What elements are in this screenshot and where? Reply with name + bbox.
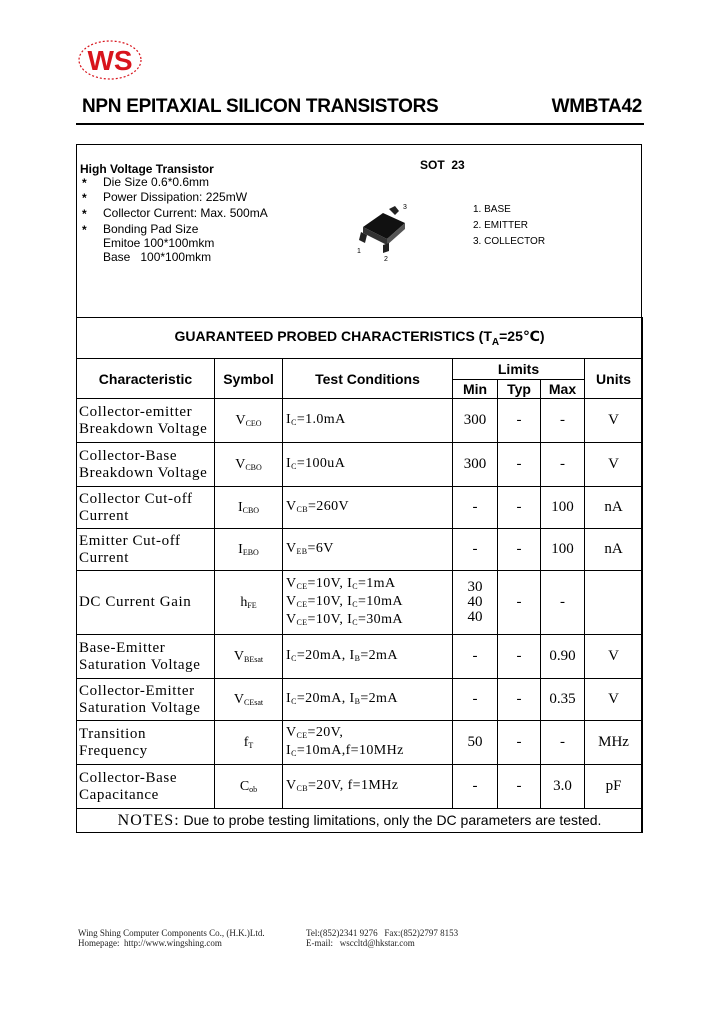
symbol-subscript: CEO [245, 418, 262, 428]
min-cell [453, 571, 498, 635]
characteristic-line-2: Current [79, 549, 130, 566]
typ-cell [498, 487, 541, 529]
symbol-main: C [239, 778, 250, 794]
max-cell [541, 529, 585, 571]
table-title-suffix: =25℃) [499, 328, 545, 345]
table-row [77, 399, 643, 443]
test-conditions-cell [283, 635, 453, 679]
min-cell [453, 721, 498, 765]
part-number: WMBTA42 [551, 96, 642, 117]
condition-line: $V_{CB}=260V$ [286, 498, 350, 514]
condition-line: $V_{CE}=10V$, $I_C=1mA$ [286, 575, 396, 591]
symbol-subscript: FE [247, 600, 257, 610]
max-value: - [560, 594, 565, 610]
table-row [77, 765, 643, 809]
unit-value: V [608, 691, 619, 707]
package-name: SOT 23 [420, 158, 465, 172]
unit-cell [585, 635, 643, 679]
min-cell [453, 399, 498, 443]
unit-cell [585, 529, 643, 571]
unit-value: pF [605, 778, 622, 794]
footer-email: E-mail: wsccltd@hkstar.com [306, 938, 415, 948]
spec-base-pad: Base 100*100mkm [103, 250, 212, 264]
bullet-star: * [82, 223, 87, 237]
symbol-cell [215, 571, 283, 635]
min-cell [453, 765, 498, 809]
symbol-subscript: EBO [242, 547, 259, 557]
characteristic-line-2: Breakdown Voltage [79, 420, 208, 437]
symbol-cell [215, 765, 283, 809]
unit-value: nA [604, 541, 623, 557]
condition-line: $V_{CB}=20V$, f=1MHz [286, 777, 399, 793]
table-body [77, 399, 643, 809]
max-value: 0.35 [549, 691, 576, 707]
typ-cell [498, 443, 541, 487]
unit-cell [585, 571, 643, 635]
characteristic-cell [77, 721, 215, 765]
characteristic-line-1: DC Current Gain [79, 594, 192, 610]
characteristic-line-1: Base-Emitter [79, 639, 166, 656]
table-row [77, 635, 643, 679]
typ-value: - [516, 456, 522, 472]
table-row [77, 721, 643, 765]
characteristic-line-1: Transition [79, 725, 147, 742]
typ-cell [498, 679, 541, 721]
min-value: 50 [467, 734, 483, 750]
notes-text: Due to probe testing limitations, only the DC parameters are tested. [179, 811, 602, 828]
typ-value: - [516, 734, 522, 750]
unit-value: V [608, 648, 619, 664]
characteristic-line-2: Current [79, 507, 130, 524]
condition-line: $V_{CE}=10V$, $I_C=30mA$ [286, 611, 403, 627]
datasheet-frame [76, 144, 642, 833]
spec-section [77, 145, 641, 317]
typ-value: - [516, 648, 522, 664]
min-value: 300 [463, 412, 487, 428]
symbol-cell [215, 635, 283, 679]
unit-cell [585, 765, 643, 809]
min-cell [453, 529, 498, 571]
table-row [77, 487, 643, 529]
characteristic-line-2: Saturation Voltage [79, 656, 201, 673]
pin-label-base: 1. BASE [473, 204, 511, 215]
unit-value: nA [604, 499, 623, 515]
max-cell [541, 765, 585, 809]
symbol-cell [215, 443, 283, 487]
symbol-main: V [233, 648, 244, 664]
bullet-star: * [82, 207, 87, 221]
unit-value: V [608, 412, 619, 428]
symbol-subscript: T [248, 740, 254, 750]
symbol-cell [215, 399, 283, 443]
pin-number-2: 2 [384, 256, 388, 263]
symbol-main: I [237, 499, 243, 515]
typ-value: - [516, 691, 522, 707]
table-row [77, 443, 643, 487]
characteristic-cell [77, 443, 215, 487]
test-conditions-cell [283, 765, 453, 809]
table-title-prefix: GUARANTEED PROBED CHARACTERISTICS (T [174, 328, 492, 345]
pin-label-emitter: 2. EMITTER [473, 220, 529, 231]
symbol-main: V [235, 412, 246, 428]
company-logo [74, 38, 144, 84]
min-cell [453, 487, 498, 529]
typ-cell [498, 399, 541, 443]
max-cell [541, 721, 585, 765]
characteristic-line-2: Capacitance [79, 786, 159, 803]
characteristics-table [76, 317, 643, 833]
spec-heading: High Voltage Transistor [80, 162, 214, 176]
symbol-subscript: CEsat [244, 697, 264, 707]
typ-value: - [516, 541, 522, 557]
condition-line: $I_C=10mA,f=10MHz$ [286, 742, 404, 758]
condition-line: $I_C=20mA$, $I_B=2mA$ [286, 647, 398, 663]
max-cell [541, 679, 585, 721]
document-title: NPN EPITAXIAL SILICON TRANSISTORS [82, 96, 439, 117]
characteristic-line-1: Collector-emitter [79, 403, 193, 420]
symbol-cell [215, 529, 283, 571]
footer-tel-fax: Tel:(852)2341 9276 Fax:(852)2797 8153 [306, 928, 459, 938]
characteristic-cell [77, 529, 215, 571]
unit-cell [585, 721, 643, 765]
typ-cell [498, 765, 541, 809]
characteristic-cell [77, 765, 215, 809]
typ-cell [498, 529, 541, 571]
characteristic-line-1: Collector Cut-off [79, 490, 193, 507]
typ-value: - [516, 778, 522, 794]
symbol-cell [215, 679, 283, 721]
test-conditions-cell [283, 443, 453, 487]
symbol-subscript: CBO [245, 462, 262, 472]
min-value: 30 40 40 [467, 579, 483, 625]
logo-text: WS [87, 45, 133, 76]
test-conditions-cell [283, 487, 453, 529]
table-row [77, 529, 643, 571]
characteristic-cell [77, 399, 215, 443]
symbol-cell [215, 721, 283, 765]
spec-power: Power Dissipation: 225mW [103, 190, 248, 204]
unit-cell [585, 487, 643, 529]
characteristic-cell [77, 635, 215, 679]
symbol-main: V [233, 691, 244, 707]
symbol-main: h [240, 594, 248, 610]
pin-label-collector: 3. COLLECTOR [473, 236, 546, 247]
characteristic-line-1: Collector-Base [79, 769, 178, 786]
max-value: - [560, 456, 565, 472]
spec-die-size: Die Size 0.6*0.6mm [103, 175, 210, 189]
symbol-subscript: BEsat [244, 654, 264, 664]
condition-line: $V_{CE}=20V$, [286, 724, 344, 740]
test-conditions-cell [283, 571, 453, 635]
unit-value: V [608, 456, 619, 472]
header-typ: Typ [498, 380, 541, 399]
max-value: 0.90 [549, 648, 576, 664]
unit-cell [585, 443, 643, 487]
header-divider [76, 123, 644, 125]
min-value: - [472, 648, 478, 664]
max-cell [541, 399, 585, 443]
characteristic-line-1: Collector-Emitter [79, 682, 195, 699]
min-cell [453, 679, 498, 721]
characteristic-line-2: Breakdown Voltage [79, 464, 208, 481]
typ-value: - [516, 594, 522, 610]
typ-cell [498, 721, 541, 765]
header-min: Min [453, 380, 498, 399]
max-value: - [560, 412, 565, 428]
table-row [77, 679, 643, 721]
max-cell [541, 571, 585, 635]
spec-bonding-pad: Bonding Pad Size [103, 222, 199, 236]
condition-line: $V_{EB}=6V$ [286, 540, 334, 556]
min-value: 300 [463, 456, 487, 472]
max-cell [541, 487, 585, 529]
min-cell [453, 635, 498, 679]
characteristic-line-1: Emitter Cut-off [79, 532, 181, 549]
notes-label: NOTES: [117, 811, 180, 829]
test-conditions-cell [283, 721, 453, 765]
min-value: - [472, 499, 478, 515]
header-units: Units [585, 359, 643, 399]
header-limits: Limits [453, 359, 585, 380]
characteristic-line-1: Collector-Base [79, 447, 178, 464]
condition-line: $V_{CE}=10V$, $I_C=10mA$ [286, 593, 403, 609]
header-characteristic: Characteristic [77, 359, 215, 399]
sot23-package-drawing [355, 197, 415, 263]
footer-homepage: Homepage: http://www.wingshing.com [78, 938, 222, 948]
min-value: - [472, 541, 478, 557]
condition-line: $I_C=1.0mA$ [286, 411, 346, 427]
min-value: - [472, 778, 478, 794]
pin-number-1: 1 [357, 248, 361, 255]
characteristic-cell [77, 571, 215, 635]
characteristic-cell [77, 679, 215, 721]
typ-value: - [516, 499, 522, 515]
symbol-cell [215, 487, 283, 529]
max-cell [541, 443, 585, 487]
symbol-main: f [243, 734, 249, 750]
header-max: Max [541, 380, 585, 399]
footer-company: Wing Shing Computer Components Co., (H.K.)Ltd. [78, 928, 265, 938]
min-cell [453, 443, 498, 487]
notes [77, 809, 643, 833]
bullet-star: * [82, 191, 87, 205]
table-title [77, 318, 643, 359]
header-symbol: Symbol [215, 359, 283, 399]
table-title-sub: A [491, 336, 500, 348]
symbol-main: V [235, 456, 246, 472]
max-cell [541, 635, 585, 679]
table-row [77, 571, 643, 635]
symbol-subscript: CBO [242, 505, 260, 515]
pin-number-3: 3 [403, 204, 407, 211]
test-conditions-cell [283, 679, 453, 721]
spec-emitter-pad: Emitoe 100*100mkm [103, 236, 215, 250]
max-value: 100 [551, 541, 574, 557]
max-value: 100 [551, 499, 574, 515]
max-value: 3.0 [553, 778, 572, 794]
typ-cell [498, 571, 541, 635]
bullet-star: * [82, 176, 87, 190]
characteristic-line-2: Frequency [79, 742, 148, 759]
header-test-conditions: Test Conditions [283, 359, 453, 399]
characteristic-line-2: Saturation Voltage [79, 699, 201, 716]
condition-line: $I_C=20mA$, $I_B=2mA$ [286, 690, 398, 706]
symbol-subscript: ob [249, 784, 258, 794]
unit-cell [585, 399, 643, 443]
condition-line: $I_C=100uA$ [286, 455, 346, 471]
typ-cell [498, 635, 541, 679]
max-value: - [560, 734, 565, 750]
unit-cell [585, 679, 643, 721]
min-value: - [472, 691, 478, 707]
unit-value: MHz [598, 734, 629, 750]
test-conditions-cell [283, 529, 453, 571]
typ-value: - [516, 412, 522, 428]
spec-current: Collector Current: Max. 500mA [103, 206, 268, 220]
symbol-main: I [238, 541, 243, 557]
characteristic-cell [77, 487, 215, 529]
test-conditions-cell [283, 399, 453, 443]
